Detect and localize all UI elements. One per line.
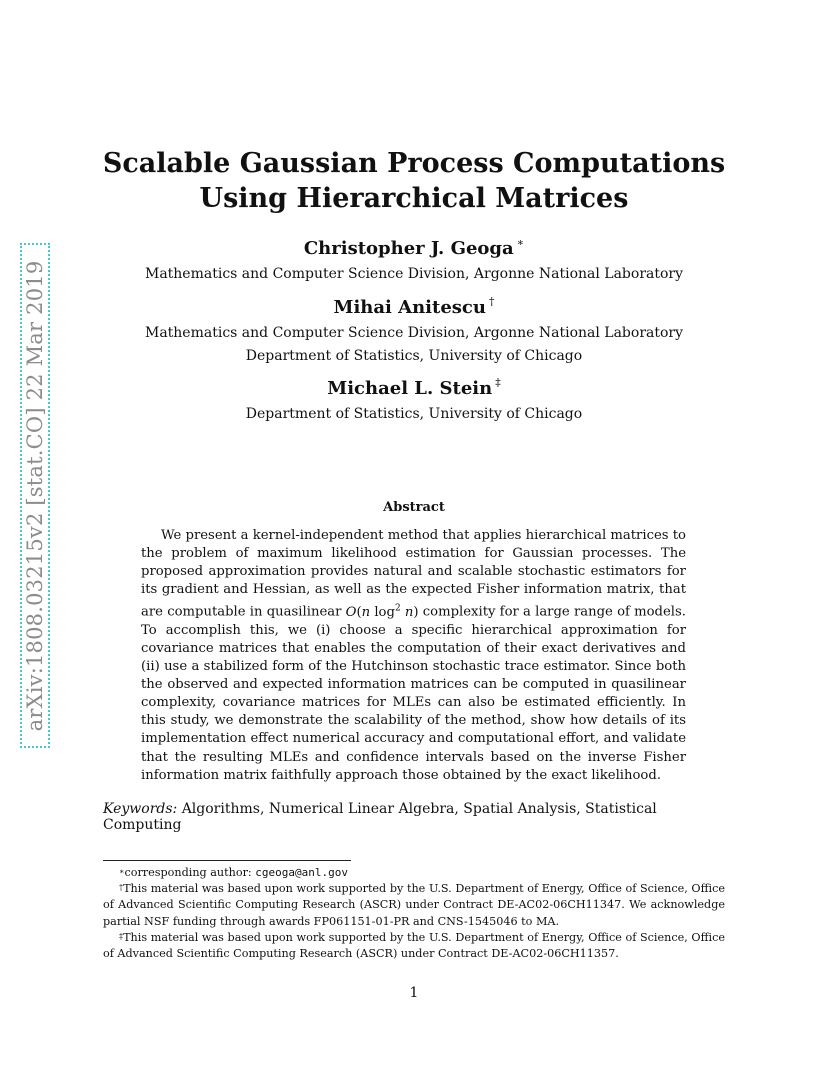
page-number: 1 [409, 985, 419, 1001]
author-2-name [100, 297, 728, 318]
author-1-name-text: Christopher J. Geoga [303, 238, 514, 259]
footnotes [103, 865, 725, 962]
arxiv-identifier: arXiv:1808.03215v2 [stat.CO] 22 Mar 2019 [23, 260, 47, 731]
abstract-text-part-2: complexity for a large range of models. To accomplish this, we (i) choose a specific hierarchical approximation for covariance matrices that enables the computation of their exact derivatives and (ii) use a stabilized form of the Hutchinson stochastic trace estimator. Since both the observed and expected information matrices can be computed in quasilinear complexity, covariance matrices for MLEs can also be estimated efficiently. In this study, we demonstrate the scalability of the method, show how details of its implementation effect numerical accuracy and computational effort, and validate that the resulting MLEs and confidence intervals based on the inverse Fisher information matrix faithfully approach those obtained by the exact likelihood. [141, 604, 686, 783]
author-1-name [100, 238, 728, 259]
keywords-list: Algorithms, Numerical Linear Algebra, Spatial Analysis, Statistical Computing [103, 801, 657, 833]
author-1-mark: ∗ [516, 236, 525, 249]
author-2-affiliation-1: Mathematics and Computer Science Division, Argonne National Laboratory [144, 325, 684, 341]
footnote-2: †This material was based upon work supported by the U.S. Department of Energy, Office of Science, Office of Advanced Scientific Computing Research (ASCR) under Contract DE-AC02-06CH11347. We acknowledge partial NSF funding through awards FP061151-01-PR and CNS-1545046 to MA. [103, 882, 725, 928]
author-3-name-text: Michael L. Stein [327, 378, 493, 399]
keywords-label: Keywords: [103, 801, 178, 817]
abstract-body [141, 527, 686, 785]
author-3-mark: ‡ [495, 376, 501, 389]
arxiv-stamp [20, 243, 50, 748]
abstract-heading: Abstract [383, 500, 445, 515]
complexity-formula: O(n $\log^2 n$) [345, 603, 419, 620]
paper-title [100, 146, 728, 216]
author-email-link[interactable]: cgeoga@anl.gov [255, 866, 348, 879]
keywords [103, 801, 733, 833]
author-2-name-text: Mihai Anitescu [333, 297, 486, 318]
footnote-divider [103, 860, 351, 861]
author-1-affiliation: Mathematics and Computer Science Division, Argonne National Laboratory [144, 266, 684, 282]
author-2-mark: † [488, 295, 495, 308]
abstract-text-part-1: We present a kernel-independent method that applies hierarchical matrices to the problem of maximum likelihood estimation for Gaussian processes. The proposed approximation provides natural and scalable stochastic estimators for its gradient and Hessian, as well as the expected Fisher information matrix, that are computable in quasilinear [141, 528, 686, 620]
author-3-affiliation: Department of Statistics, University of Chicago [245, 406, 583, 422]
title-line-2: Using Hierarchical Matrices [199, 183, 629, 214]
author-2-affiliation-2: Department of Statistics, University of Chicago [245, 348, 583, 364]
author-3-name [100, 378, 728, 399]
footnote-3: ‡This material was based upon work supported by the U.S. Department of Energy, Office of Science, Office of Advanced Scientific Computing Research (ASCR) under Contract DE-AC02-06CH11357. [103, 930, 725, 961]
footnote-1: ∗corresponding author: cgeoga@anl.gov [119, 866, 348, 879]
title-line-1: Scalable Gaussian Process Computations [102, 148, 726, 179]
